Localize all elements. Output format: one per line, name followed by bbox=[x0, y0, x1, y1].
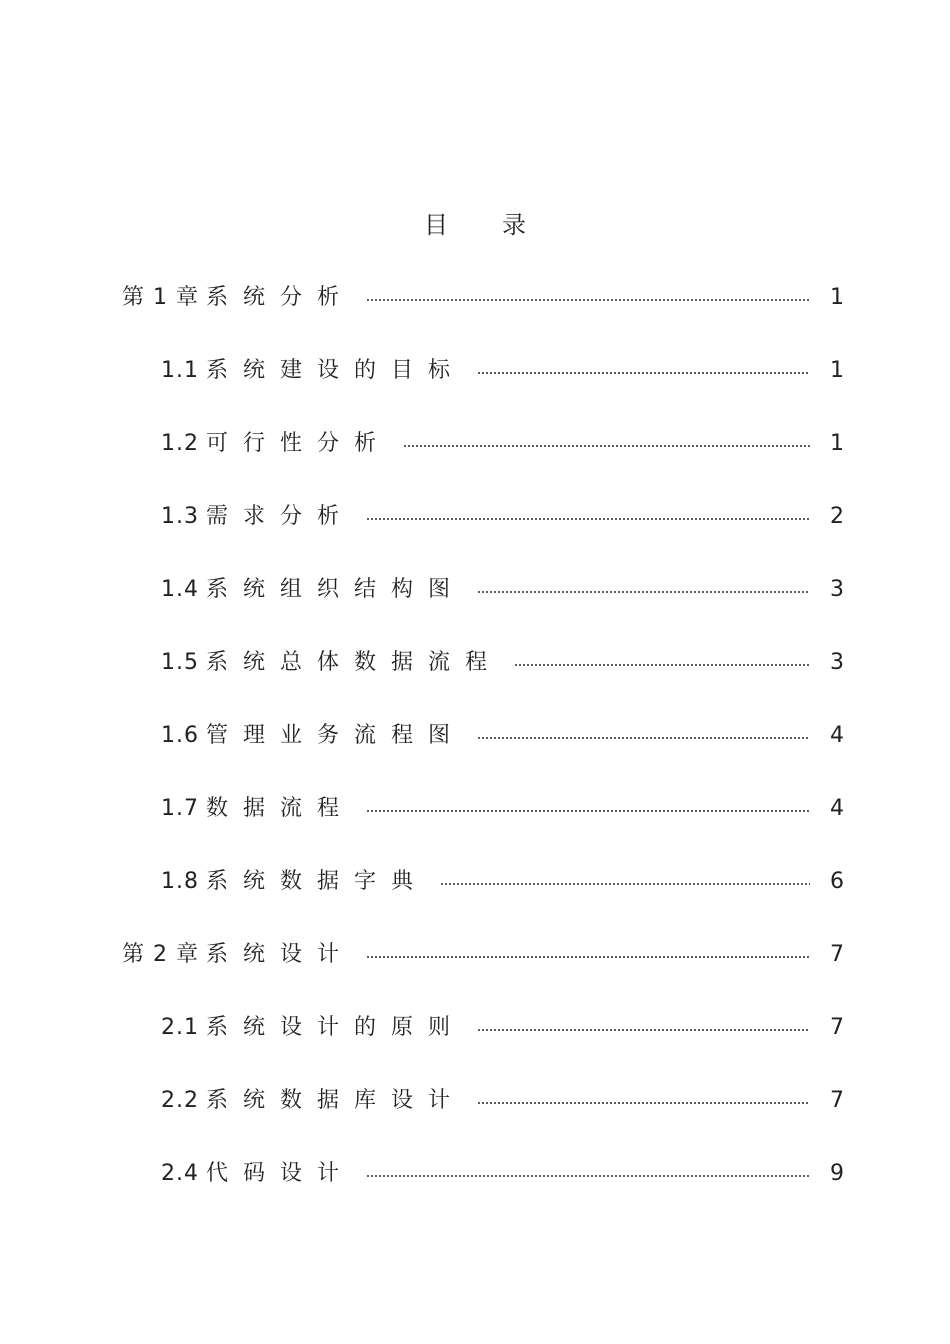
toc-entry-text: 需求分析 bbox=[206, 504, 355, 529]
dot-leader bbox=[477, 1026, 810, 1034]
toc-entry-page: 1 bbox=[830, 285, 844, 310]
toc-entry-label bbox=[161, 795, 354, 823]
toc-entry-1-2[interactable] bbox=[0, 424, 950, 464]
toc-entry-label bbox=[161, 1014, 465, 1042]
toc-entry-text: 数据流程 bbox=[206, 796, 355, 821]
dot-leader bbox=[366, 953, 810, 961]
toc-entry-number: 1.7 bbox=[161, 796, 199, 821]
toc-entry-number: 1.3 bbox=[161, 504, 199, 529]
toc-entry-text: 系统数据库设计 bbox=[206, 1088, 466, 1113]
toc-entry-label bbox=[161, 722, 465, 750]
toc-entry-text: 系统设计的原则 bbox=[206, 1015, 466, 1040]
toc-title: 目录 bbox=[424, 211, 580, 239]
toc-entry-number: 1.6 bbox=[161, 723, 199, 748]
toc-entry-number: 1.5 bbox=[161, 650, 199, 675]
toc-entry-page: 7 bbox=[830, 1015, 844, 1040]
toc-entry-page: 7 bbox=[830, 1088, 844, 1113]
toc-entry-label bbox=[161, 357, 465, 385]
dot-leader bbox=[477, 588, 810, 596]
toc-entry-page: 3 bbox=[830, 650, 844, 675]
toc-entry-page: 1 bbox=[830, 358, 844, 383]
toc-entry-chapter-1[interactable] bbox=[0, 278, 950, 318]
toc-entry-label bbox=[122, 284, 354, 312]
toc-entry-number: 1.4 bbox=[161, 577, 199, 602]
toc-entry-number: 2.2 bbox=[161, 1088, 199, 1113]
dot-leader bbox=[440, 880, 810, 888]
toc-entry-text: 系统总体数据流程 bbox=[206, 650, 503, 675]
toc-entry-text: 系统组织结构图 bbox=[206, 577, 466, 602]
dot-leader bbox=[477, 1099, 810, 1107]
toc-entry-text: 系统建设的目标 bbox=[206, 358, 466, 383]
toc-entry-2-2[interactable] bbox=[0, 1081, 950, 1121]
dot-leader bbox=[403, 442, 810, 450]
toc-entry-1-7[interactable] bbox=[0, 789, 950, 829]
toc-entry-page: 3 bbox=[830, 577, 844, 602]
toc-entry-label bbox=[161, 503, 354, 531]
toc-entry-label bbox=[122, 941, 354, 969]
toc-entry-text: 代码设计 bbox=[206, 1161, 355, 1186]
toc-entry-label bbox=[161, 868, 428, 896]
toc-entry-page: 4 bbox=[830, 796, 844, 821]
dot-leader bbox=[366, 807, 810, 815]
toc-entry-label bbox=[161, 430, 391, 458]
toc-entry-1-8[interactable] bbox=[0, 862, 950, 902]
toc-entry-number: 1.2 bbox=[161, 431, 199, 456]
dot-leader bbox=[366, 1172, 810, 1180]
toc-entry-2-1[interactable] bbox=[0, 1008, 950, 1048]
dot-leader bbox=[366, 515, 810, 523]
dot-leader bbox=[477, 734, 810, 742]
toc-entry-number: 第 1 章 bbox=[122, 285, 199, 310]
toc-entry-page: 1 bbox=[830, 431, 844, 456]
toc-entry-text: 管理业务流程图 bbox=[206, 723, 466, 748]
toc-entry-page: 9 bbox=[830, 1161, 844, 1186]
toc-entry-number: 2.4 bbox=[161, 1161, 199, 1186]
toc-entry-label bbox=[161, 1087, 465, 1115]
toc-entry-1-1[interactable] bbox=[0, 351, 950, 391]
toc-entry-2-4[interactable] bbox=[0, 1154, 950, 1194]
toc-entry-1-6[interactable] bbox=[0, 716, 950, 756]
dot-leader bbox=[477, 369, 810, 377]
dot-leader bbox=[366, 296, 810, 304]
toc-entry-page: 2 bbox=[830, 504, 844, 529]
toc-entry-1-4[interactable] bbox=[0, 570, 950, 610]
toc-entry-text: 系统分析 bbox=[205, 285, 354, 310]
toc-entry-page: 7 bbox=[830, 942, 844, 967]
toc-entry-1-3[interactable] bbox=[0, 497, 950, 537]
toc-entry-chapter-2[interactable] bbox=[0, 935, 950, 975]
toc-entry-number: 1.8 bbox=[161, 869, 199, 894]
toc-entry-number: 2.1 bbox=[161, 1015, 199, 1040]
toc-entry-text: 系统数据字典 bbox=[206, 869, 429, 894]
toc-entry-text: 可行性分析 bbox=[206, 431, 392, 456]
toc-entry-page: 4 bbox=[830, 723, 844, 748]
toc-entry-number: 1.1 bbox=[161, 358, 199, 383]
toc-entry-label bbox=[161, 1160, 354, 1188]
toc-entry-text: 系统设计 bbox=[205, 942, 354, 967]
toc-entry-1-5[interactable] bbox=[0, 643, 950, 683]
toc-entry-label bbox=[161, 576, 465, 604]
toc-entry-page: 6 bbox=[830, 869, 844, 894]
toc-entry-number: 第 2 章 bbox=[122, 942, 199, 967]
toc-entry-label bbox=[161, 649, 502, 677]
dot-leader bbox=[514, 661, 810, 669]
